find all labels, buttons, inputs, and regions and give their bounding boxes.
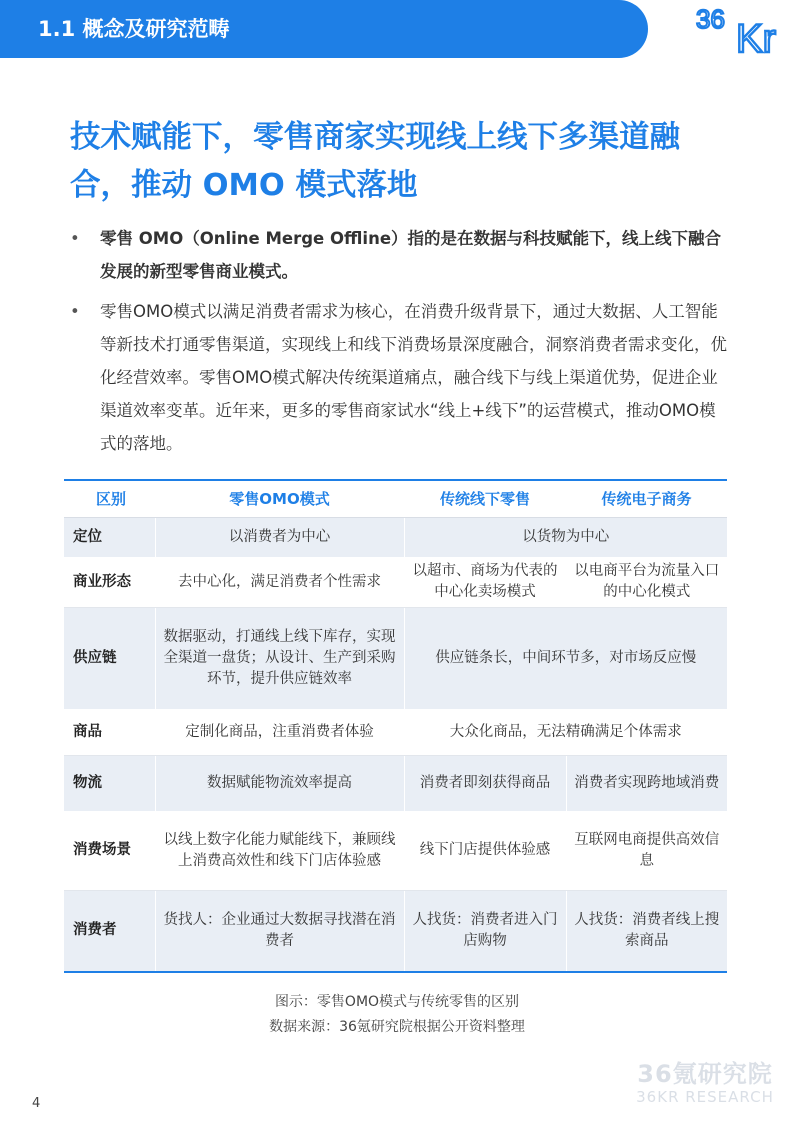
header-cell: 区别 <box>64 480 155 517</box>
ecommerce-cell: 以电商平台为流量入口的中心化模式 <box>566 557 727 607</box>
offline-cell: 线下门店提供体验感 <box>404 811 566 890</box>
bullet-dot-icon: • <box>70 302 80 321</box>
headline: 技术赋能下，零售商家实现线上线下多渠道融合，推动 OMO 模式落地 <box>70 120 680 203</box>
ecommerce-cell: 互联网电商提供高效信息 <box>566 811 727 890</box>
traditional-merged-cell: 大众化商品，无法精确满足个体需求 <box>404 709 727 755</box>
comparison-table <box>64 479 727 973</box>
table-row <box>64 709 727 755</box>
table-header-row <box>64 480 727 517</box>
row-category: 物流 <box>64 755 155 811</box>
page-number: 4 <box>32 1096 41 1111</box>
row-category: 供应链 <box>64 607 155 709</box>
offline-cell: 人找货：消费者进入门店购物 <box>404 890 566 972</box>
row-category: 消费者 <box>64 890 155 972</box>
ecommerce-cell: 消费者实现跨地域消费 <box>566 755 727 811</box>
bullet-text: 零售 OMO（Online Merge Offline）指的是在数据与科技赋能下，线上线下融合发展的新型零售商业模式。 <box>100 229 722 281</box>
header-bar <box>0 0 648 58</box>
comparison-table-wrapper <box>64 479 727 973</box>
ecommerce-cell: 人找货：消费者线上搜索商品 <box>566 890 727 972</box>
offline-cell: 消费者即刻获得商品 <box>404 755 566 811</box>
watermark-cn: 36氪研究院 <box>637 1060 773 1088</box>
bullet-item <box>70 222 730 288</box>
logo-text-bottom: Kr <box>736 17 776 54</box>
bullet-dot-icon: • <box>70 229 80 248</box>
row-category: 商业形态 <box>64 557 155 607</box>
header-cell: 零售OMO模式 <box>155 480 404 517</box>
figure-caption <box>0 990 794 1040</box>
omo-cell: 去中心化，满足消费者个性需求 <box>155 557 404 607</box>
header-cell: 传统电子商务 <box>566 480 727 517</box>
row-category: 消费场景 <box>64 811 155 890</box>
row-category: 商品 <box>64 709 155 755</box>
bullet-text: 零售OMO模式以满足消费者需求为核心，在消费升级背景下，通过大数据、人工智能等新技术打通零售渠道，实现线上和线下消费场景深度融合，洞察消费者需求变化，优化经营效率。零售OMO模式解决传统渠道痛点，融合线下与线上渠道优势，促进企业渠道效率变革。近年来，更多的零售商家试水“线上+线下”的运营模式，推动OMO模式的落地。 <box>100 302 727 453</box>
table-row <box>64 755 727 811</box>
table-row <box>64 557 727 607</box>
omo-cell: 数据驱动，打通线上线下库存，实现全渠道一盘货；从设计、生产到采购环节，提升供应链效率 <box>155 607 404 709</box>
traditional-merged-cell: 供应链条长，中间环节多，对市场反应慢 <box>404 607 727 709</box>
omo-cell: 定制化商品，注重消费者体验 <box>155 709 404 755</box>
offline-cell: 以超市、商场为代表的中心化卖场模式 <box>404 557 566 607</box>
research-watermark <box>630 1060 780 1106</box>
omo-cell: 以消费者为中心 <box>155 517 404 557</box>
watermark-en: 36KR RESEARCH <box>636 1088 774 1106</box>
figure-caption-title: 图示：零售OMO模式与传统零售的区别 <box>274 994 520 1010</box>
omo-cell: 以线上数字化能力赋能线下，兼顾线上消费高效性和线下门店体验感 <box>155 811 404 890</box>
section-title: 1.1 概念及研究范畴 <box>38 17 230 41</box>
table-row <box>64 890 727 972</box>
omo-cell: 数据赋能物流效率提高 <box>155 755 404 811</box>
header-cell: 传统线下零售 <box>404 480 566 517</box>
bullet-item <box>70 295 730 460</box>
table-row <box>64 517 727 557</box>
traditional-merged-cell: 以货物为中心 <box>404 517 727 557</box>
36kr-logo <box>692 2 794 54</box>
omo-cell: 货找人：企业通过大数据寻找潜在消费者 <box>155 890 404 972</box>
table-row <box>64 607 727 709</box>
logo-text-top: 36 <box>696 4 725 34</box>
figure-caption-source: 数据来源：36氪研究院根据公开资料整理 <box>269 1019 525 1035</box>
bullet-list <box>70 222 730 467</box>
table-row <box>64 811 727 890</box>
row-category: 定位 <box>64 517 155 557</box>
